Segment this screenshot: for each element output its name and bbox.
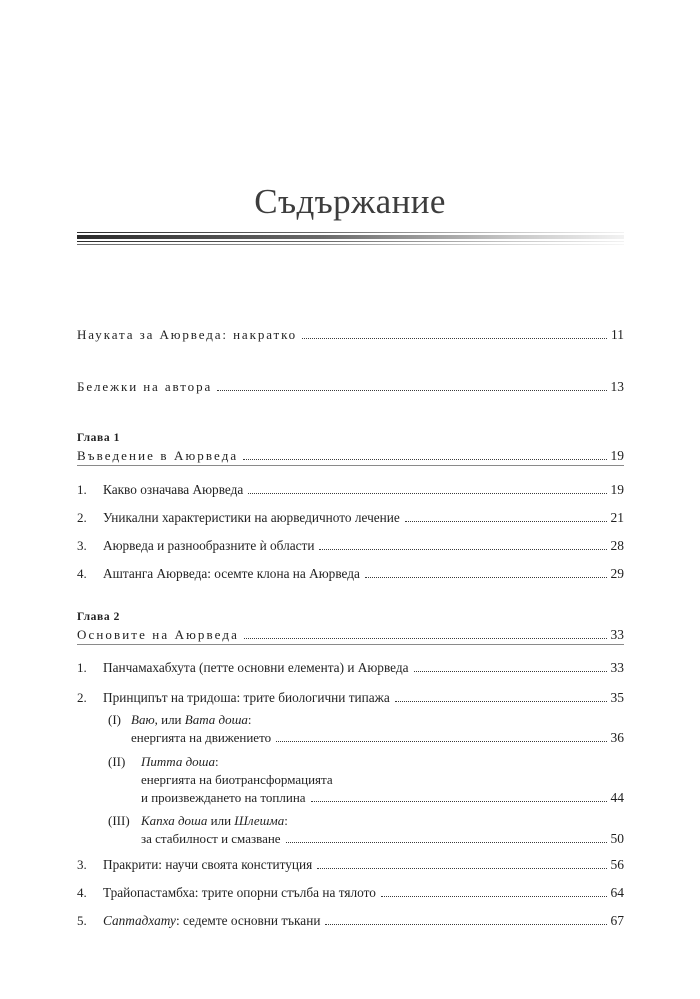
item-title: Трайопастамбха: трите опорни стълба на тялото bbox=[103, 885, 376, 900]
subitem-line bbox=[141, 753, 624, 771]
dot-leader bbox=[325, 924, 607, 925]
item-title: Пракрити: научи своята конституция bbox=[103, 857, 313, 872]
subitem-line bbox=[141, 830, 624, 848]
item-title bbox=[103, 912, 320, 930]
chapter-label: Глава 2 bbox=[77, 611, 121, 623]
toc-entry-author-notes bbox=[77, 378, 624, 396]
toc-item bbox=[77, 565, 624, 583]
subitem-text: за стабилност и смазване bbox=[141, 831, 281, 846]
page-number: 19 bbox=[610, 482, 624, 497]
subitem-text: или bbox=[207, 813, 235, 828]
subitem-line bbox=[131, 711, 624, 729]
page-title: Съдържание bbox=[254, 182, 446, 221]
item-title: Аюрведа и разнообразните ѝ области bbox=[103, 538, 315, 553]
item-number: 3. bbox=[77, 857, 87, 872]
subitem-text: енергията на движението bbox=[131, 730, 272, 745]
item-number: 1. bbox=[77, 482, 87, 497]
toc-subitem bbox=[108, 812, 624, 848]
page-number: 21 bbox=[610, 510, 624, 525]
subitem-text: Капха доша bbox=[141, 813, 208, 828]
item-number: 4. bbox=[77, 885, 87, 900]
page-number: 33 bbox=[610, 660, 624, 675]
subitem-lines bbox=[131, 711, 624, 747]
dot-leader bbox=[395, 701, 607, 702]
toc-entry-intro bbox=[77, 326, 624, 344]
dot-leader bbox=[365, 577, 607, 578]
dot-leader bbox=[286, 842, 607, 843]
page-number: 11 bbox=[611, 327, 624, 342]
dot-leader bbox=[317, 868, 607, 869]
subitem-line bbox=[131, 729, 624, 747]
dot-leader bbox=[311, 801, 607, 802]
toc-item bbox=[77, 912, 624, 930]
subitem-line bbox=[141, 789, 624, 807]
toc-item bbox=[77, 884, 624, 902]
item-title: Панчамахабхута (петте основни елемента) и Аюрведа bbox=[103, 660, 409, 675]
item-number: 1. bbox=[77, 660, 87, 675]
title-rule-line bbox=[77, 235, 624, 239]
title-rule-line bbox=[77, 241, 624, 242]
dot-leader bbox=[217, 390, 607, 391]
page-number: 13 bbox=[610, 379, 624, 394]
subitem-text: : bbox=[247, 712, 252, 727]
subitem-text: и произвеждането на топлина bbox=[141, 790, 306, 805]
subitem-number: (I) bbox=[108, 712, 121, 727]
chapter-title: Основите на Аюрведа bbox=[77, 627, 239, 642]
page-number: 36 bbox=[610, 730, 624, 745]
dot-leader bbox=[244, 638, 607, 639]
subitem-text: , или bbox=[154, 712, 185, 727]
item-number: 5. bbox=[77, 913, 87, 928]
subitem-lines bbox=[141, 812, 624, 848]
toc-item bbox=[77, 509, 624, 527]
subitem-line bbox=[141, 812, 624, 830]
item-title: Аштанга Аюрведа: осемте клона на Аюрведа bbox=[103, 566, 360, 581]
entry-title: Бележки на автора bbox=[77, 379, 213, 394]
item-number: 2. bbox=[77, 510, 87, 525]
page-number: 28 bbox=[610, 538, 624, 553]
subitem-line bbox=[141, 771, 624, 789]
entry-title: Науката за Аюрведа: накратко bbox=[77, 327, 298, 342]
dot-leader bbox=[248, 493, 607, 494]
subitem-number: (III) bbox=[108, 813, 130, 828]
subitem-number: (II) bbox=[108, 754, 126, 769]
item-title-part: : седемте основни тъкани bbox=[175, 913, 321, 928]
dot-leader bbox=[276, 741, 607, 742]
item-number: 3. bbox=[77, 538, 87, 553]
toc-item bbox=[77, 856, 624, 874]
chapter-title-row bbox=[77, 446, 624, 466]
dot-leader bbox=[243, 459, 607, 460]
toc-subitem bbox=[108, 711, 624, 747]
page-number: 19 bbox=[610, 448, 624, 463]
page-number: 29 bbox=[610, 566, 624, 581]
page-number: 56 bbox=[610, 857, 624, 872]
dot-leader bbox=[414, 671, 607, 672]
chapter-label: Глава 1 bbox=[77, 432, 121, 444]
item-number: 2. bbox=[77, 690, 87, 705]
item-title-part: Саптадхату bbox=[103, 913, 176, 928]
subitem-text: : bbox=[284, 813, 288, 828]
toc-item bbox=[77, 481, 624, 499]
chapter-title: Въведение в Аюрведа bbox=[77, 448, 239, 463]
page-number: 67 bbox=[610, 913, 624, 928]
item-title: Принципът на тридоша: трите биологични типажа bbox=[103, 690, 390, 705]
item-title: Уникални характеристики на аюрведичното лечение bbox=[103, 510, 400, 525]
page-number: 33 bbox=[610, 627, 624, 642]
subitem-text: Шлешма bbox=[234, 813, 285, 828]
subitem-text: Питта доша bbox=[141, 754, 215, 769]
dot-leader bbox=[302, 338, 607, 339]
toc-item bbox=[77, 689, 624, 707]
dot-leader bbox=[319, 549, 607, 550]
chapter-title-row bbox=[77, 625, 624, 645]
page-number: 64 bbox=[610, 885, 624, 900]
title-rule-line bbox=[77, 232, 624, 233]
item-number: 4. bbox=[77, 566, 87, 581]
dot-leader bbox=[405, 521, 607, 522]
toc-item bbox=[77, 537, 624, 555]
title-rule-line bbox=[77, 244, 624, 245]
subitem-text: Ваю bbox=[131, 712, 155, 727]
toc-subitem bbox=[108, 753, 624, 807]
subitem-text: Вата доша bbox=[184, 712, 248, 727]
item-title: Какво означава Аюрведа bbox=[103, 482, 244, 497]
subitem-text: енергията на биотрансформацията bbox=[141, 772, 333, 787]
page-number: 44 bbox=[610, 790, 624, 805]
dot-leader bbox=[381, 896, 607, 897]
subitem-text: : bbox=[214, 754, 219, 769]
subitem-lines bbox=[141, 753, 624, 807]
toc-item bbox=[77, 659, 624, 677]
page-number: 35 bbox=[610, 690, 624, 705]
page-number: 50 bbox=[610, 831, 624, 846]
